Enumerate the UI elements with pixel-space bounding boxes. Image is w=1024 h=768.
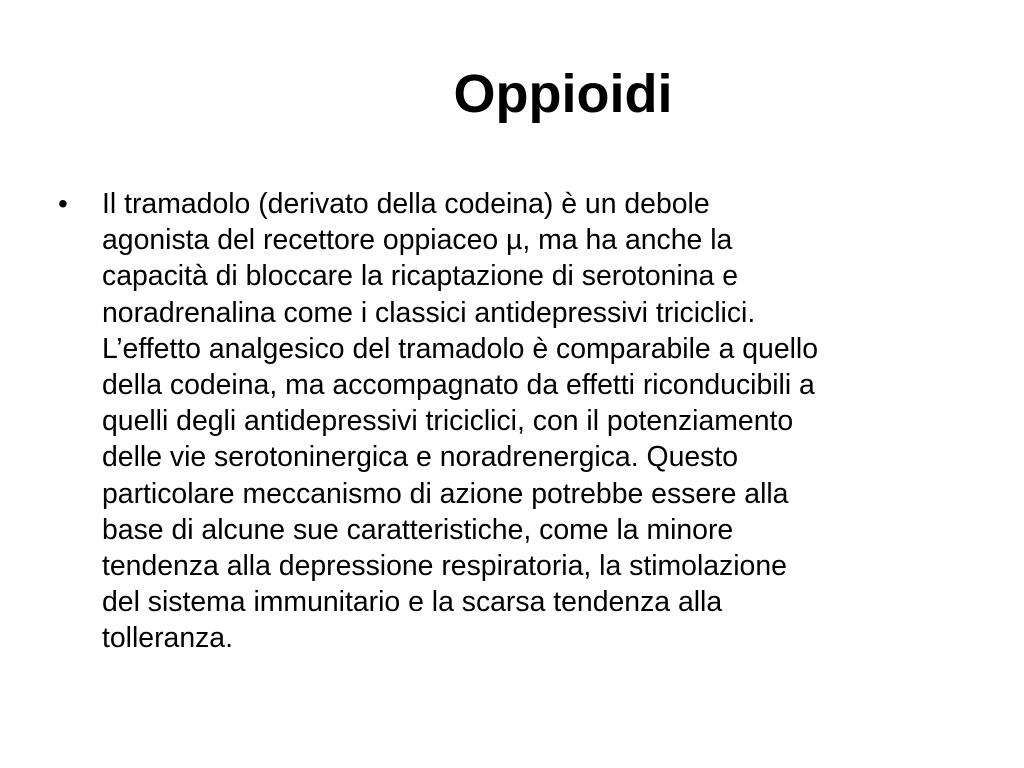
bullet-text-line: noradrenalina come i classici antidepressivi triciclici. <box>102 296 756 329</box>
bullet-text-line: capacità di bloccare la ricaptazione di serotonina e <box>102 260 739 293</box>
slide-title: Oppioidi <box>453 64 673 124</box>
bullet-text-line: Il tramadolo (derivato della codeina) è un debole <box>102 188 710 220</box>
bullet-text-line: delle vie serotoninergica e noradrenergica. Questo <box>102 441 739 474</box>
bullet-text-line: del sistema immunitario e la scarsa tendenza alla <box>102 586 723 619</box>
bullet-text-line: della codeina, ma accompagnato da effetti riconducibili a <box>102 369 815 402</box>
bullet-text-line: agonista del recettore oppiaceo µ, ma ha anche la <box>102 224 733 257</box>
bullet-item <box>58 186 978 657</box>
bullet-icon: • <box>58 188 68 219</box>
bullet-text-line: tendenza alla depressione respiratoria, la stimolazione <box>102 550 787 583</box>
bullet-text-line: particolare meccanismo di azione potrebbe essere alla <box>102 477 789 510</box>
slide-body <box>58 186 978 657</box>
bullet-text-line: L’effetto analgesico del tramadolo è comparabile a quello <box>102 332 819 365</box>
bullet-text-line: quelli degli antidepressivi triciclici, con il potenziamento <box>102 405 794 438</box>
bullet-text-line: tolleranza. <box>102 622 233 655</box>
bullet-text-line: base di alcune sue caratteristiche, come la minore <box>102 513 734 546</box>
